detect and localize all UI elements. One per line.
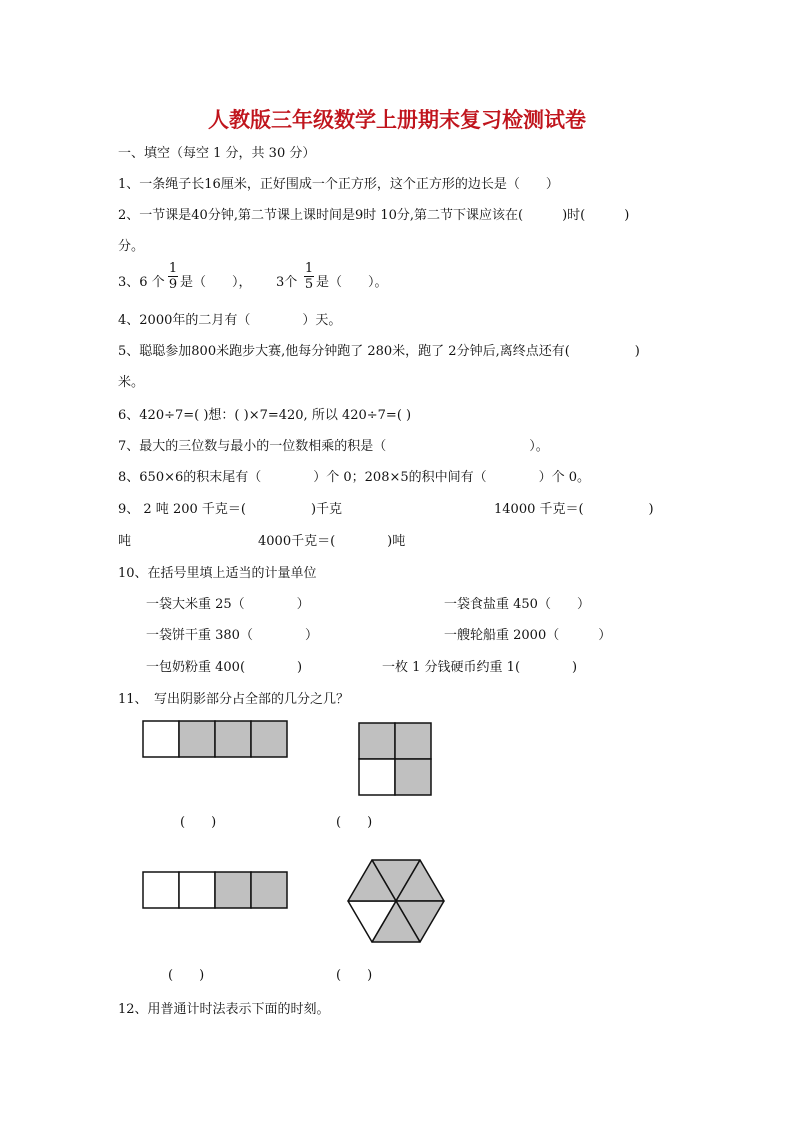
strip-cell-shaded <box>215 872 251 908</box>
question-11-heading: 11、 写出阴影部分占全部的几分之几？ <box>118 692 350 707</box>
fraction-one-ninth <box>168 262 178 291</box>
strip-cell-shaded <box>179 721 215 757</box>
question-9-part-b: 14000 千克＝( ) <box>494 502 654 517</box>
strip-cell-shaded <box>251 721 287 757</box>
grid-cell-shaded <box>359 723 395 759</box>
grid-cell-shaded <box>395 723 431 759</box>
strip-cell <box>143 872 179 908</box>
question-3-part-2-prefix: 3个 <box>276 275 298 290</box>
question-8: 8、650×6的积末尾有（ ）个 0；208×5的积中间有（ ）个 0。 <box>118 470 591 485</box>
unit-item: 一枚 1 分钱硬币约重 1( ) <box>382 660 578 675</box>
question-7: 7、最大的三位数与最小的一位数相乘的积是（ ）。 <box>118 439 549 454</box>
figure-strip-half <box>142 871 290 911</box>
question-9-part-d: 4000千克＝( )吨 <box>258 534 406 549</box>
question-5-line-2: 米。 <box>118 375 145 390</box>
fraction-denominator: 5 <box>304 277 314 292</box>
grid-cell <box>359 759 395 795</box>
unit-item: 一袋饼干重 380（ ） <box>146 628 318 643</box>
figure-strip-three-quarters <box>142 720 290 760</box>
fraction-numerator: 1 <box>168 261 178 276</box>
grid-cell-shaded <box>395 759 431 795</box>
question-12: 12、用普通计时法表示下面的时刻。 <box>118 1002 330 1017</box>
question-9-part-a: 9、 2 吨 200 千克＝( )千克 <box>118 502 343 517</box>
answer-blank: ( ) <box>336 815 373 830</box>
question-4: 4、2000年的二月有（ ）天。 <box>118 313 342 328</box>
answer-blank: ( ) <box>180 815 217 830</box>
question-6: 6、420÷7=( )想：( )×7=420, 所以 420÷7=( ) <box>118 408 412 423</box>
question-9-part-c: 吨 <box>118 534 132 549</box>
question-10-heading: 10、在括号里填上适当的计量单位 <box>118 566 317 581</box>
question-3-part-1-suffix: 是（ ）， <box>180 275 252 290</box>
question-1: 1、一条绳子长16厘米，正好围成一个正方形，这个正方形的边长是（ ） <box>118 177 559 192</box>
answer-blank: ( ) <box>168 968 205 983</box>
answer-blank: ( ) <box>336 968 373 983</box>
question-3-part-2-suffix: 是（ ）。 <box>316 275 388 290</box>
section-heading: 一、填空（每空 1 分，共 30 分） <box>118 146 316 161</box>
question-2-line-1: 2、一节课是40分钟,第二节课上课时间是9时 10分,第二节下课应该在( )时( ) <box>118 208 630 223</box>
strip-cell <box>143 721 179 757</box>
figure-hexagon <box>346 858 446 946</box>
question-3-part-1-prefix: 3、6 个 <box>118 275 165 290</box>
strip-cell-shaded <box>251 872 287 908</box>
figure-square-grid <box>358 722 434 798</box>
unit-item: 一艘轮船重 2000（ ） <box>444 628 612 643</box>
strip-cell-shaded <box>215 721 251 757</box>
unit-item: 一袋食盐重 450（ ） <box>444 597 590 612</box>
unit-item: 一包奶粉重 400( ) <box>146 660 303 675</box>
question-2-line-2: 分。 <box>118 239 145 254</box>
question-5-line-1: 5、聪聪参加800米跑步大赛,他每分钟跑了 280米，跑了 2分钟后,离终点还有( ) <box>118 344 640 359</box>
fraction-numerator: 1 <box>304 261 314 276</box>
strip-cell <box>179 872 215 908</box>
page-title: 人教版三年级数学上册期末复习检测试卷 <box>208 107 586 132</box>
fraction-denominator: 9 <box>168 277 178 292</box>
unit-item: 一袋大米重 25（ ） <box>146 597 310 612</box>
fraction-one-fifth <box>304 262 314 291</box>
